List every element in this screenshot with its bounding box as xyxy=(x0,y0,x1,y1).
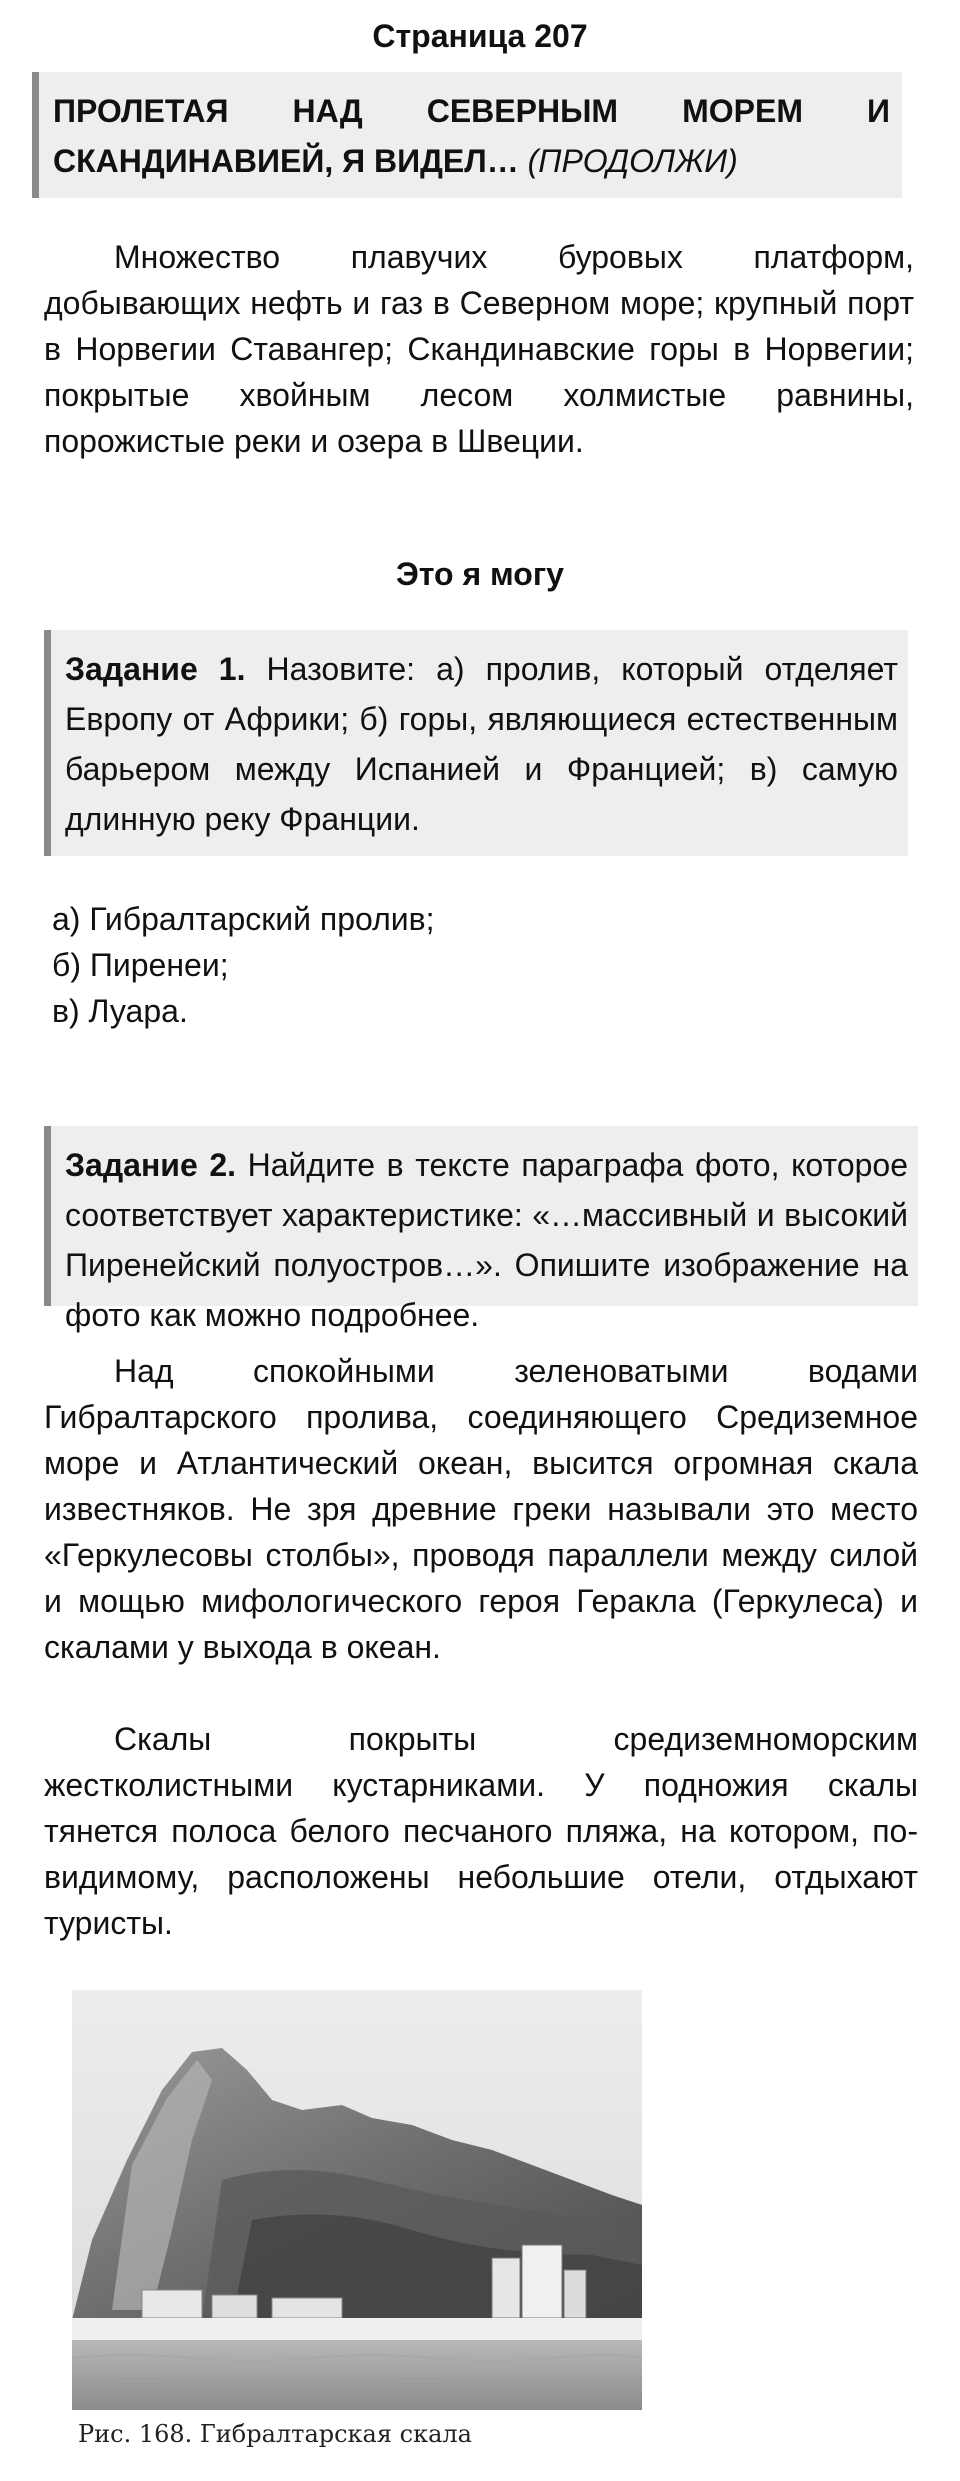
task2-paragraph: Над спокойными зеленоватыми водами Гибралтарского пролива, соединяющего Средиземное море и Атлантический океан, высится огромная скала известняков. Не зря древние греки называли это место «Геркулесовы столбы», проводя параллели между силой и мощью мифологического героя Геракла (Геркулеса) и скалами у выхода в океан. xyxy=(44,1353,918,1665)
answer-item: в) Луара. xyxy=(52,993,188,1029)
task1-answers xyxy=(52,896,912,1034)
heading-box xyxy=(32,72,902,198)
gibraltar-rock-photo xyxy=(72,1990,642,2410)
task1-label: Задание 1. xyxy=(65,651,246,687)
task1-text: Назовите: а) пролив, который отделяет Европу от Африки; б) горы, являющиеся естественным барьером между Испанией и Францией; в) самую длинную реку Франции. xyxy=(65,651,899,837)
task2-paragraph: Скалы покрыты средиземноморским жестколистными кустарниками. У подножия скалы тянется полоса белого песчаного пляжа, на котором, по-видимому, расположены небольшие отели, отдыхают туристы. xyxy=(44,1721,918,1941)
answer-paragraph: Множество плавучих буровых платформ, добывающих нефть и газ в Северном море; крупный порт в Норвегии Ставангер; Скандинавские горы в Норвегии; покрытые хвойным лесом холмистые равнины, порожистые реки и озера в Швеции. xyxy=(44,239,914,459)
rock-illustration xyxy=(72,1990,642,2410)
figure-caption: Рис. 168. Гибралтарская скала xyxy=(78,2420,472,2448)
heading-title: ПРОЛЕТАЯ НАД СЕВЕРНЫМ МОРЕМ И СКАНДИНАВИЕЙ, Я ВИДЕЛ… xyxy=(53,93,890,179)
answer-item: б) Пиренеи; xyxy=(52,947,229,983)
page-title: Страница 207 xyxy=(372,18,588,54)
task2-box xyxy=(44,1126,918,1333)
task2-label: Задание 2. xyxy=(65,1147,237,1183)
section-title: Это я могу xyxy=(396,556,564,592)
task1-box xyxy=(44,630,908,856)
answer-item: а) Гибралтарский пролив; xyxy=(52,901,435,937)
heading-note: (ПРОДОЛЖИ) xyxy=(527,143,738,179)
task2-text: Найдите в тексте параграфа фото, которое соответствует характеристике: «…массивный и высокий Пиренейский полуостров…». Опишите изображение на фото как можно подробнее. xyxy=(65,1147,909,1333)
